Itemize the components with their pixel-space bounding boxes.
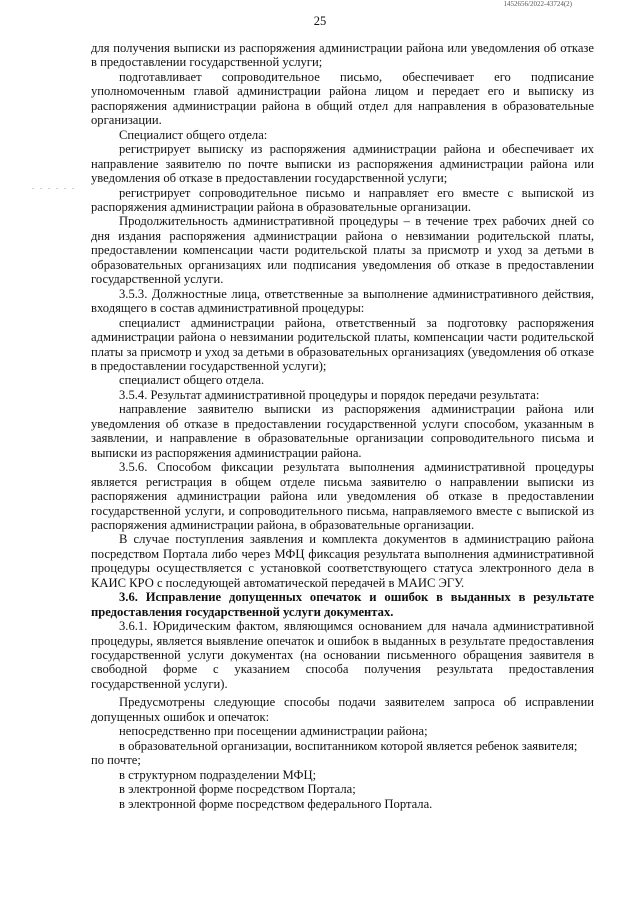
paragraph: в структурном подразделении МФЦ; <box>119 767 317 782</box>
paragraph: в образовательной организации, воспитанником которой является ребенок заявителя; <box>119 738 578 753</box>
paragraph: регистрирует сопроводительное письмо и направляет его вместе с выпиской из распоряжения администрации района в образовательные организации. <box>91 185 594 214</box>
page-number: 25 <box>313 14 327 28</box>
document-body <box>91 41 594 811</box>
paragraph: 3.6.1. Юридическим фактом, являющимся основанием для начала административной процедуры, является выявление опечаток и ошибок в выданных в результате предоставления государственной услуги документах (на основании письменного обращения заявителя в свободной форме с указанием способа получения результата предоставления государственной услуги). <box>91 619 594 691</box>
paragraph: регистрирует выписку из распоряжения администрации района и обеспечивает их направление заявителю по почте выписки из распоряжения администрации района или уведомления об отказе в предоставлении государственной услуги; <box>91 142 594 186</box>
paragraph: подготавливает сопроводительное письмо, обеспечивает его подписание уполномоченным главой администрации района лицом и передает его и выписку из распоряжения администрации района в общий отдел для направления в образовательные организации. <box>91 69 594 128</box>
paragraph: в электронной форме посредством федерального Портала. <box>119 796 433 811</box>
paragraph: непосредственно при посещении администрации района; <box>119 724 428 739</box>
paragraph: специалист администрации района, ответственный за подготовку распоряжения администрации района о невзимании родительской платы, компенсации части родительской платы за присмотр и уход за детьми в образовательных организациях (уведомления об отказе в предоставлении государственной услуги); <box>91 315 594 373</box>
paragraph: по почте; <box>91 753 141 768</box>
paragraph: специалист общего отдела. <box>119 373 265 388</box>
paragraph: 3.5.4. Результат административной процедуры и порядок передачи результата: <box>119 387 540 402</box>
section-heading: 3.6. Исправление допущенных опечаток и ошибок в выданных в результате предоставления государственной услуги документах. <box>91 590 594 619</box>
paragraph: 3.5.3. Должностные лица, ответственные за выполнение административного действия, входящего в состав административной процедуры: <box>91 286 594 316</box>
document-id: 1452656/2022-43724(2) <box>503 0 572 8</box>
paragraph: для получения выписки из распоряжения администрации района или уведомления об отказе в предоставлении государственной услуги; <box>91 41 594 70</box>
paragraph: в электронной форме посредством Портала; <box>119 782 356 797</box>
paragraph: 3.5.6. Способом фиксации результата выполнения административной процедуры является регистрация в общем отделе письма заявителю о направлении выписки из распоряжения администрации района или уведомления об отказе в предоставлении государственной услуги, и сопроводительного письма, направляемого вместе с выпиской из распоряжения администрации района, в образовательные организации. <box>91 460 594 532</box>
margin-marks: . . . . . . <box>32 182 76 191</box>
paragraph: Предусмотрены следующие способы подачи заявителем запроса об исправлении допущенных ошибок и опечаток: <box>91 695 594 724</box>
paragraph: направление заявителю выписки из распоряжения администрации района или уведомления об отказе в предоставлении государственной услуги способом, указанным в заявлении, и направление в образовательные организации сопроводительного письма и выписки из распоряжения администрации района. <box>91 402 594 460</box>
paragraph: Продолжительность административной процедуры – в течение трех рабочих дней со дня издания распоряжения администрации района о невзимании родительской платы, предоставлении компенсации части родительской платы за присмотр и уход за детьми в образовательных организациях или подписания уведомления об отказе в предоставлении государственной услуги. <box>91 214 594 287</box>
paragraph: В случае поступления заявления и комплекта документов в администрацию района посредством Портала либо через МФЦ фиксация результата выполнения административной процедуры осуществляется с установкой соответствующего статуса электронного дела в КАИС КРО с последующей автоматической передачей в МАИС ЭГУ. <box>91 532 594 590</box>
paragraph: Специалист общего отдела: <box>119 127 268 142</box>
